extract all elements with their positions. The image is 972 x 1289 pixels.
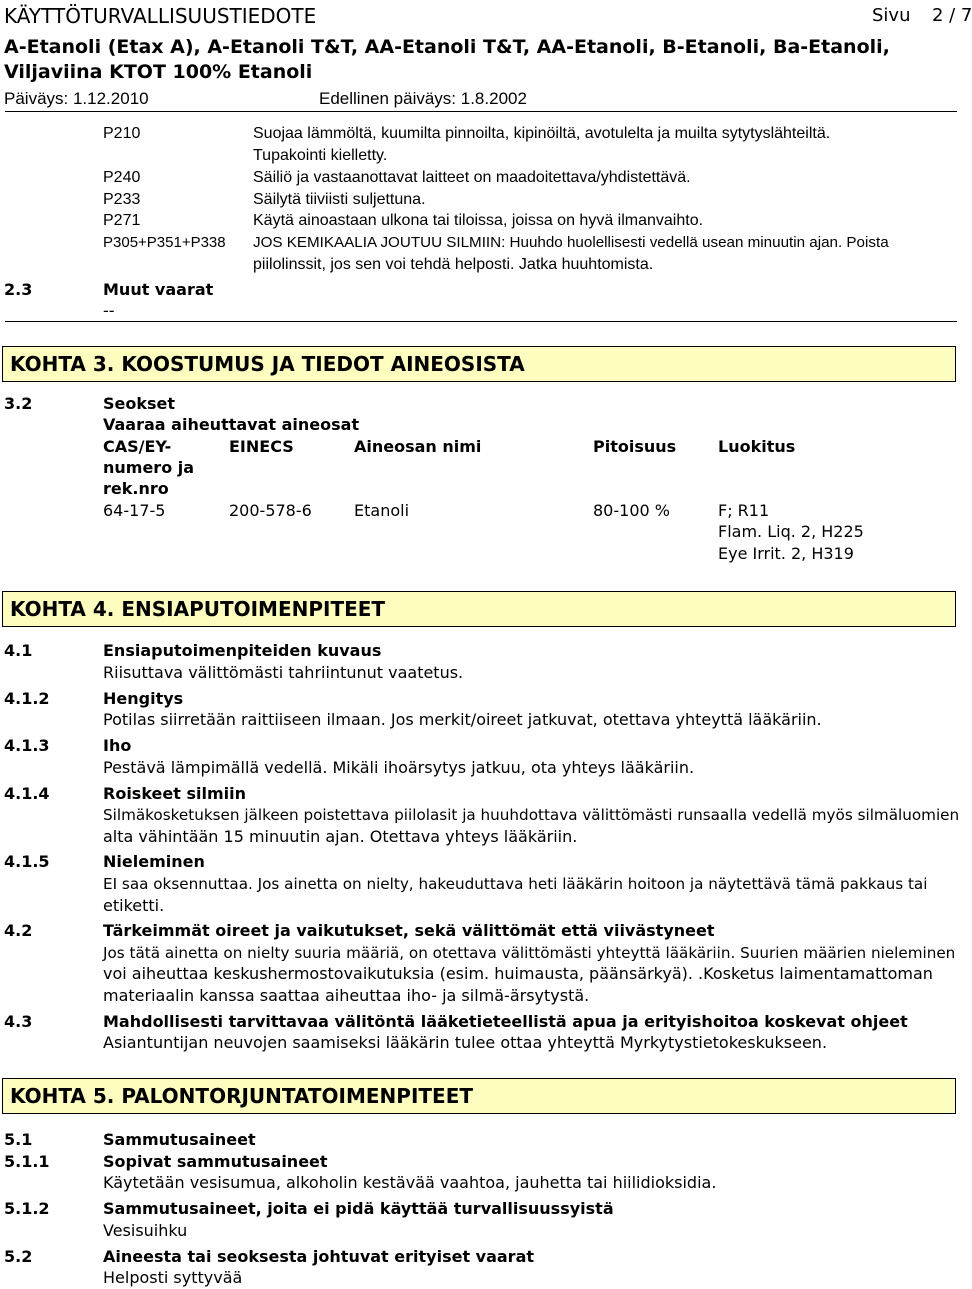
column-header-cas: rek.nro [103,479,169,498]
previous-date: Edellinen päiväys: 1.8.2002 [319,89,527,108]
precaution-text: JOS KEMIKAALIA JOUTUU SILMIIN: Huuhdo huolellisesti vedellä usean minuutin ajan. Poista [253,234,889,251]
hazardous-components-title: Vaaraa aiheuttavat aineosat [103,415,360,434]
subsection-text: Silmäkosketuksen jälkeen poistettava piilolasit ja huuhdottava välittömästi runsaalla vedellä myös silmäluomien [103,806,960,824]
subsection-text: Vesisuihku [103,1221,188,1240]
cell-cas: 64-17-5 [103,501,166,520]
cell-classification: Eye Irrit. 2, H319 [718,544,854,563]
precaution-text: Säilytä tiiviisti suljettuna. [253,191,426,208]
precaution-text: Suojaa lämmöltä, kuumilta pinnoilta, kipinöiltä, avotulelta ja muilta sytytyslähteiltä. [253,125,831,142]
column-header-concentration: Pitoisuus [593,437,677,456]
column-header-einecs: EINECS [229,437,294,456]
subsection-number: 4.1.2 [4,689,50,708]
precaution-text: Säiliö ja vastaanottavat laitteet on maadoitettava/yhdistettävä. [253,169,691,186]
section-3-header [2,346,956,382]
product-names-line2: Viljaviina KTOT 100% Etanoli [4,61,313,83]
cell-concentration: 80-100 % [593,501,670,520]
subsection-text: Potilas siirretään raittiiseen ilmaan. Jos merkit/oireet jatkuvat, otettava yhteyttä lääkäriin. [103,710,822,729]
precaution-text: Tupakointi kielletty. [253,147,388,164]
subsection-number: 4.2 [4,921,33,940]
subsection-title: Ensiaputoimenpiteiden kuvaus [103,641,382,660]
cell-einecs: 200-578-6 [229,501,312,520]
subsection-text: voi aiheuttaa keskushermostovaikutuksia (esim. huimausta, päänsärkyä). .Kosketus laimentamattoman [103,964,933,983]
cell-name: Etanoli [354,501,410,520]
subsection-title: Sammutusaineet [103,1130,256,1149]
subsection-number: 4.3 [4,1012,33,1031]
precaution-code: P240 [103,169,141,186]
subsection-title: Iho [103,736,132,755]
subsection-text: Käytetään vesisumua, alkoholin kestävää vaahtoa, jauhetta tai hiilidioksidia. [103,1173,717,1192]
precaution-code: P233 [103,191,141,208]
subsection-number: 4.1.4 [4,784,50,803]
subsection-title: Mahdollisesti tarvittavaa välitöntä lääketieteellistä apua ja erityishoitoa koskevat ohjeet [103,1012,908,1031]
section-5-header [2,1078,956,1114]
section-4-title: KOHTA 4. ENSIAPUTOIMENPITEET [10,597,386,621]
column-header-name: Aineosan nimi [354,437,482,456]
cell-classification: Flam. Liq. 2, H225 [718,522,864,541]
page-number: 2 / 7 [931,5,972,26]
subsection-number: 5.2 [4,1247,33,1266]
other-hazards-title: Muut vaarat [103,280,214,299]
precaution-code: P271 [103,212,141,229]
product-names-line1: A-Etanoli (Etax A), A-Etanoli T&T, AA-Etanoli T&T, AA-Etanoli, B-Etanoli, Ba-Etanoli, [4,36,890,58]
subsection-title: Tärkeimmät oireet ja vaikutukset, sekä välittömät että viivästyneet [103,921,715,940]
subsection-title: Roiskeet silmiin [103,784,246,803]
section-3-title: KOHTA 3. KOOSTUMUS JA TIEDOT AINEOSISTA [10,352,525,376]
subsection-text: etiketti. [103,896,165,915]
cell-classification: F; R11 [718,501,770,520]
subsection-title: Hengitys [103,689,184,708]
column-header-cas: numero ja [103,458,195,477]
mixtures-title: Seokset [103,394,176,413]
subsection-text: EI saa oksennuttaa. Jos ainetta on nielty, hakeuduttava heti lääkärin hoitoon ja näytettävä tämä pakkaus tai [103,875,928,893]
subsection-number: 3.2 [4,394,33,413]
section-4-header [2,591,956,627]
revision-date: Päiväys: 1.12.2010 [4,89,149,108]
subsection-text: Asiantuntijan neuvojen saamiseksi lääkärin tulee ottaa yhteyttä Myrkytystietokeskukseen. [103,1033,828,1052]
subsection-text: Riisuttava välittömästi tahriintunut vaatetus. [103,663,464,682]
column-header-cas: CAS/EY- [103,437,172,456]
subsection-number: 5.1 [4,1130,33,1149]
subsection-text: materiaalin kanssa saattaa aiheuttaa iho- ja silmä-ärsytystä. [103,986,590,1005]
subsection-title: Aineesta tai seoksesta johtuvat erityiset vaarat [103,1247,535,1266]
page-indicator [872,4,972,28]
subsection-title: Sammutusaineet, joita ei pidä käyttää turvallisuussyistä [103,1199,614,1218]
subsection-text: Jos tätä ainetta on nielty suuria määriä, on otettava välittömästi yhteyttä lääkäriin. Suurien määrien nieleminen [103,944,956,962]
header-divider [5,111,957,112]
subsection-number: 5.1.2 [4,1199,50,1218]
subsection-text: Helposti syttyvää [103,1268,243,1287]
precaution-text: piilolinssit, jos sen voi tehdä helposti. Jatka huuhtomista. [253,256,654,273]
precaution-text: Käytä ainoastaan ulkona tai tiloissa, joissa on hyvä ilmanvaihto. [253,212,704,229]
subsection-text: Pestävä lämpimällä vedellä. Mikäli ihoärsytys jatkuu, ota yhteys lääkäriin. [103,758,695,777]
subsection-number: 5.1.1 [4,1152,50,1171]
precaution-code: P305+P351+P338 [103,234,226,251]
section-5-title: KOHTA 5. PALONTORJUNTATOIMENPITEET [10,1084,473,1108]
precaution-code: P210 [103,125,141,142]
column-header-classification: Luokitus [718,437,796,456]
subsection-text: alta vähintään 15 minuutin ajan. Otettava yhteys lääkäriin. [103,827,578,846]
other-hazards-value: -- [103,301,115,320]
subsection-number: 4.1 [4,641,33,660]
subsection-title: Nieleminen [103,852,205,871]
page-label: Sivu [872,5,911,26]
subsection-title: Sopivat sammutusaineet [103,1152,328,1171]
subsection-number: 2.3 [4,280,33,299]
subsection-number: 4.1.5 [4,852,50,871]
section-divider [5,321,957,322]
document-title: KÄYTTÖTURVALLISUUSTIEDOTE [4,4,317,28]
subsection-number: 4.1.3 [4,736,50,755]
